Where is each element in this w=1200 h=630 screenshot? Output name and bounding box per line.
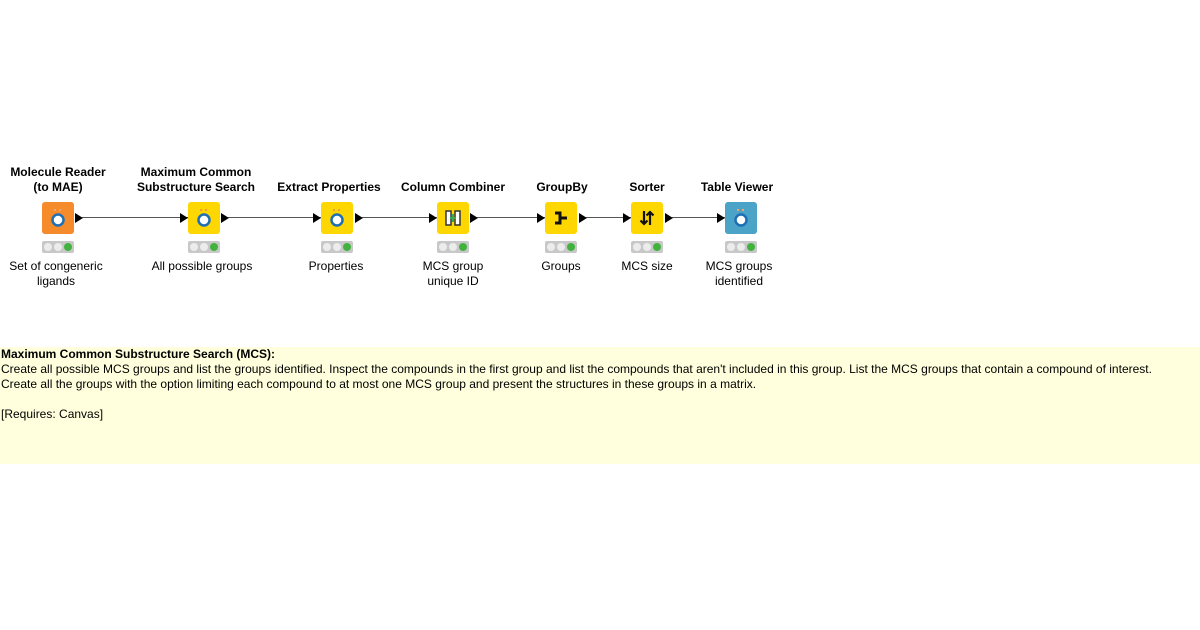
node-title-line: Sorter [629,180,665,194]
node-icon-box[interactable] [437,202,469,234]
annotation-title: Maximum Common Substructure Search (MCS): [1,347,276,361]
output-port[interactable] [355,213,363,223]
column-combine-icon [443,208,463,228]
status-traffic-light [437,241,469,253]
node-label[interactable] [0,259,136,289]
node-label[interactable] [659,259,819,289]
groupby-icon [551,208,571,228]
node-label-line: MCS group [422,259,484,273]
node-title-line: GroupBy [536,180,588,194]
node-label-line: identified [714,274,764,288]
molecule-icon [732,208,750,228]
input-port[interactable] [180,213,188,223]
node-label-line: All possible groups [151,259,253,273]
status-traffic-light [545,241,577,253]
output-port[interactable] [579,213,587,223]
connection-3-4[interactable] [362,217,437,218]
node-icon-box[interactable] [188,202,220,234]
status-traffic-light [321,241,353,253]
input-port[interactable] [313,213,321,223]
input-port[interactable] [717,213,725,223]
annotation-text-line: Create all possible MCS groups and list the groups identified. Inspect the compounds in the first group and list the compounds that aren't included in this group. List the MCS groups that contain a compound of interest. [1,362,1152,376]
node-label-line: MCS groups [705,259,773,273]
node-title-line: Substructure Search [136,180,256,194]
annotation-requires: [Requires: Canvas] [1,407,104,421]
workflow-annotation[interactable] [0,347,1200,464]
status-traffic-light [188,241,220,253]
connection-1-2[interactable] [82,217,188,218]
node-title-line: Table Viewer [700,180,774,194]
output-port[interactable] [470,213,478,223]
node-title-line: (to MAE) [33,180,83,194]
input-port[interactable] [537,213,545,223]
input-port[interactable] [429,213,437,223]
node-icon-box[interactable] [725,202,757,234]
molecule-icon [195,208,213,228]
annotation-text-line: Create all the groups with the option limiting each compound to at most one MCS group and present the structures in these groups in a matrix. [1,377,757,391]
node-label-line: unique ID [427,274,479,288]
status-traffic-light [631,241,663,253]
connection-2-3[interactable] [228,217,321,218]
node-title-line: Column Combiner [401,180,505,194]
node-title-line: Maximum Common [140,165,252,179]
output-port[interactable] [75,213,83,223]
input-port[interactable] [623,213,631,223]
node-label-line: Properties [308,259,364,273]
annotation-spacer [1,392,1200,407]
status-traffic-light [42,241,74,253]
node-label-line: MCS size [621,259,673,273]
node-label-line: Groups [541,259,581,273]
node-title-line: Extract Properties [277,180,381,194]
node-icon-box[interactable] [321,202,353,234]
molecule-icon [328,208,346,228]
node-title-line: Molecule Reader [10,165,106,179]
node-label-line: Set of congeneric [9,259,103,273]
molecule-icon [49,208,67,228]
node-icon-box[interactable] [42,202,74,234]
node-label-line: ligands [36,274,76,288]
node-icon-box[interactable] [545,202,577,234]
node-icon-box[interactable] [631,202,663,234]
node-title [657,180,817,195]
connection-4-5[interactable] [477,217,545,218]
output-port[interactable] [665,213,673,223]
sort-icon [637,208,657,228]
status-traffic-light [725,241,757,253]
output-port[interactable] [221,213,229,223]
